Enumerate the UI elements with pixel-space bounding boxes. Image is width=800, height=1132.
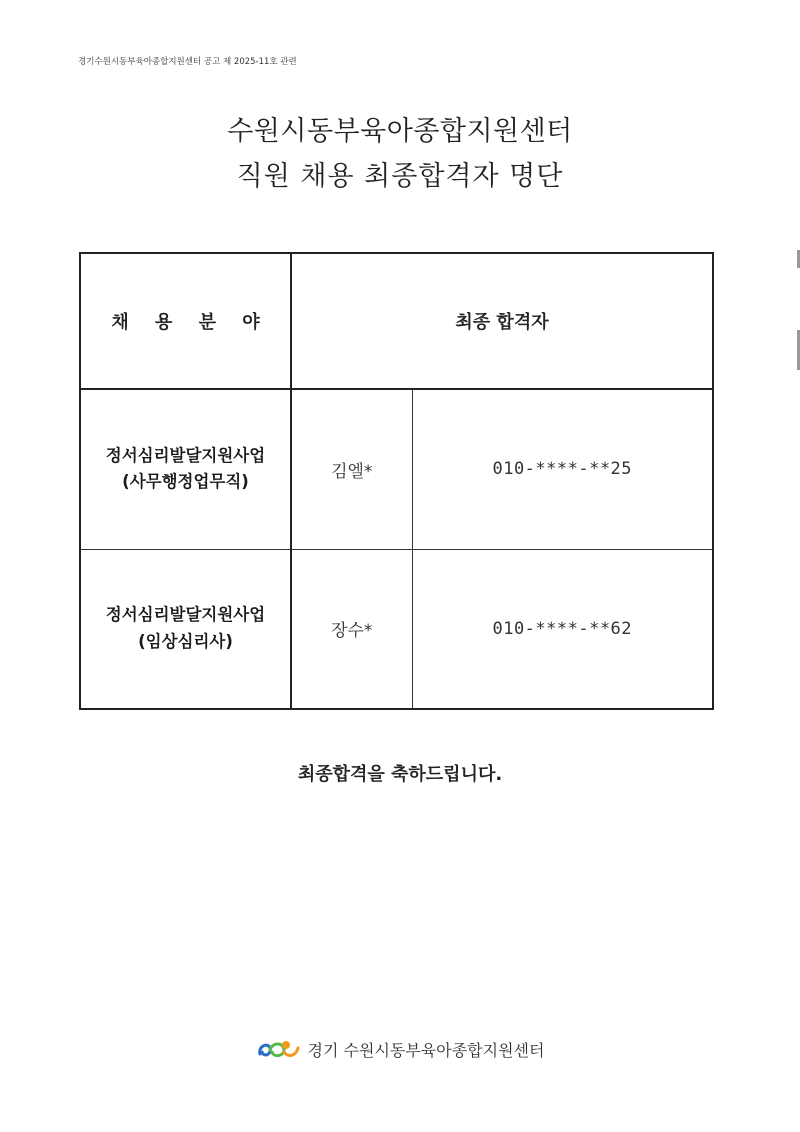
table-row [80,549,713,709]
candidate-name: 장수* [291,549,412,709]
field-line2: (사무행정업무직) [122,472,249,492]
row-field [80,549,291,709]
header-result-label: 최종 합격자 [455,312,549,333]
table-header-row [80,253,713,389]
header-field [80,253,291,389]
page-subtitle: 직원 채용 최종합격자 명단 [236,161,564,192]
field-line1: 정서심리발달지원사업 [105,445,266,465]
header-field-label: 채 용 분 야 [111,312,270,333]
candidate-name: 김엘* [291,389,412,549]
header-result [291,253,713,389]
field-line1: 정서심리발달지원사업 [105,605,266,625]
center-logo-icon [256,1036,302,1062]
candidate-phone: 010-****-**25 [412,389,713,549]
congratulations-message: 최종합격을 축하드립니다. [297,764,503,785]
table-row [80,389,713,549]
field-line2: (임상심리사) [138,631,233,651]
row-field [80,389,291,549]
results-table [79,252,714,710]
footer-org-name: 경기 수원시동부육아종합지원센터 [307,1040,545,1060]
notice-reference: 경기수원시동부육아종합지원센터 공고 제 2025-11호 관련 [78,57,297,67]
candidate-phone: 010-****-**62 [412,549,713,709]
page-title: 수원시동부육아종합지원센터 [227,116,573,147]
footer [0,1036,800,1062]
